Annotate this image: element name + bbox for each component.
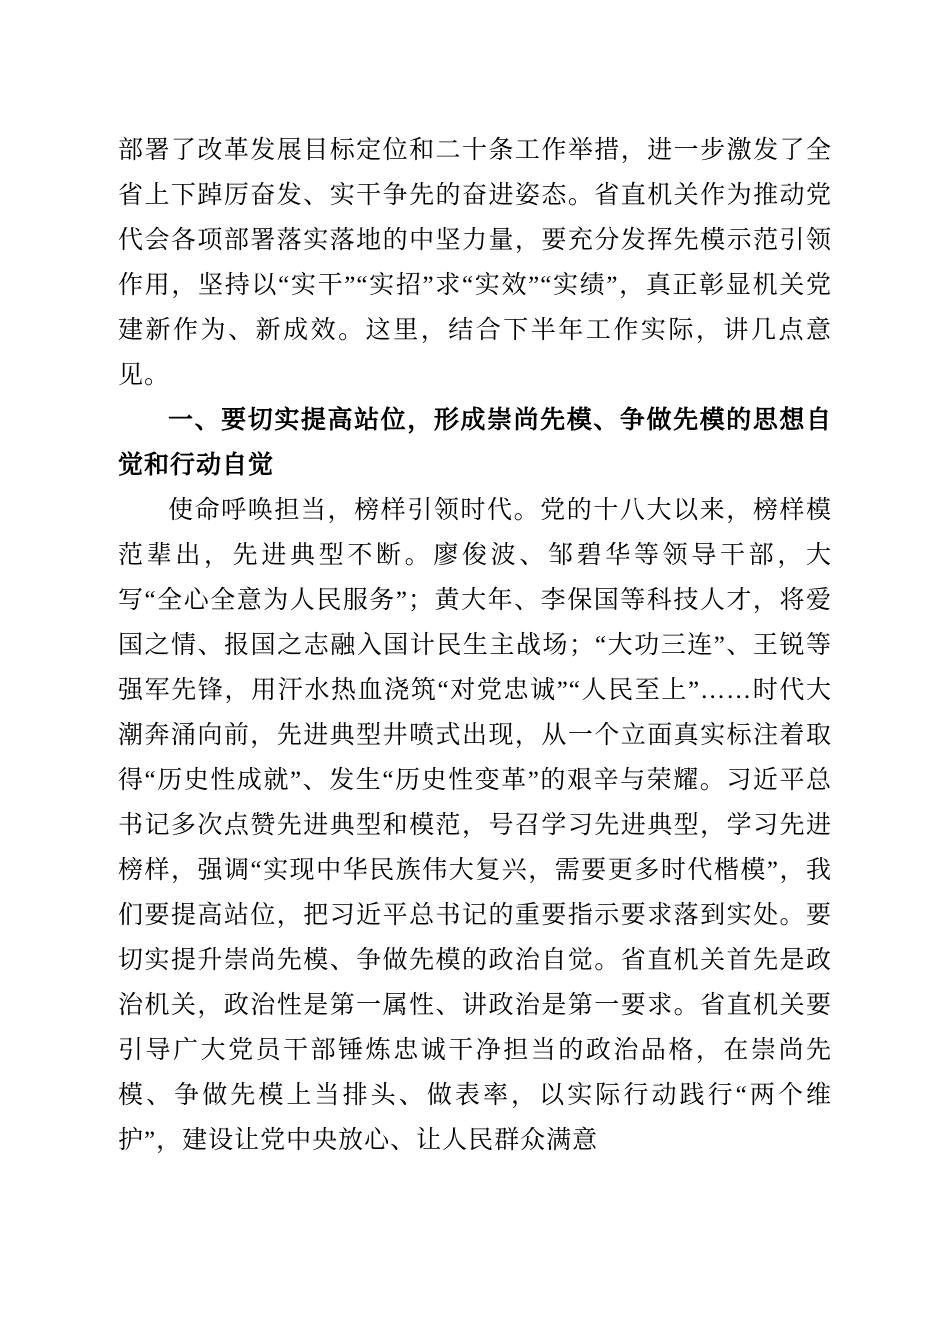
paragraph-continuation: 部署了改革发展目标定位和二十条工作举措，进一步激发了全省上下踔厉奋发、实干争先的奋进姿态。省直机关作为推动党代会各项部署落实落地的中坚力量，要充分发挥先模示范引领作用，坚持以“实干”“实招”求“实效”“实绩”，真正彰显机关党建新作为、新成效。这里，结合下半年工作实际，讲几点意见。 [118,137,832,389]
section-heading: 一、要切实提高站位，形成崇尚先模、争做先模的思想自觉和行动自觉 [118,406,832,479]
paragraph-body: 使命呼唤担当，榜样引领时代。党的十八大以来，榜样模范辈出，先进典型不断。廖俊波、邹碧华等领导干部，大写“全心全意为人民服务”；黄大年、李保国等科技人才，将爱国之情、报国之志融入国计民生主战场；“大功三连”、王锐等强军先锋，用汗水热血浇筑“对党忠诚”“人民至上”……时代大潮奔涌向前，先进典型井喷式出现，从一个立面真实标注着取得“历史性成就”、发生“历史性变革”的艰辛与荣耀。习近平总书记多次点赞先进典型和模范，号召学习先进典型，学习先进榜样，强调“实现中华民族伟大复兴，需要更多时代楷模”，我们要提高站位，把习近平总书记的重要指示要求落到实处。要切实提升崇尚先模、争做先模的政治自觉。省直机关首先是政治机关，政治性是第一属性、讲政治是第一要求。省直机关要引导广大党员干部锤炼忠诚干净担当的政治品格，在崇尚先模、争做先模上当排头、做表率，以实际行动践行“两个维护”，建设让党中央放心、让人民群众满意 [118,497,832,1154]
